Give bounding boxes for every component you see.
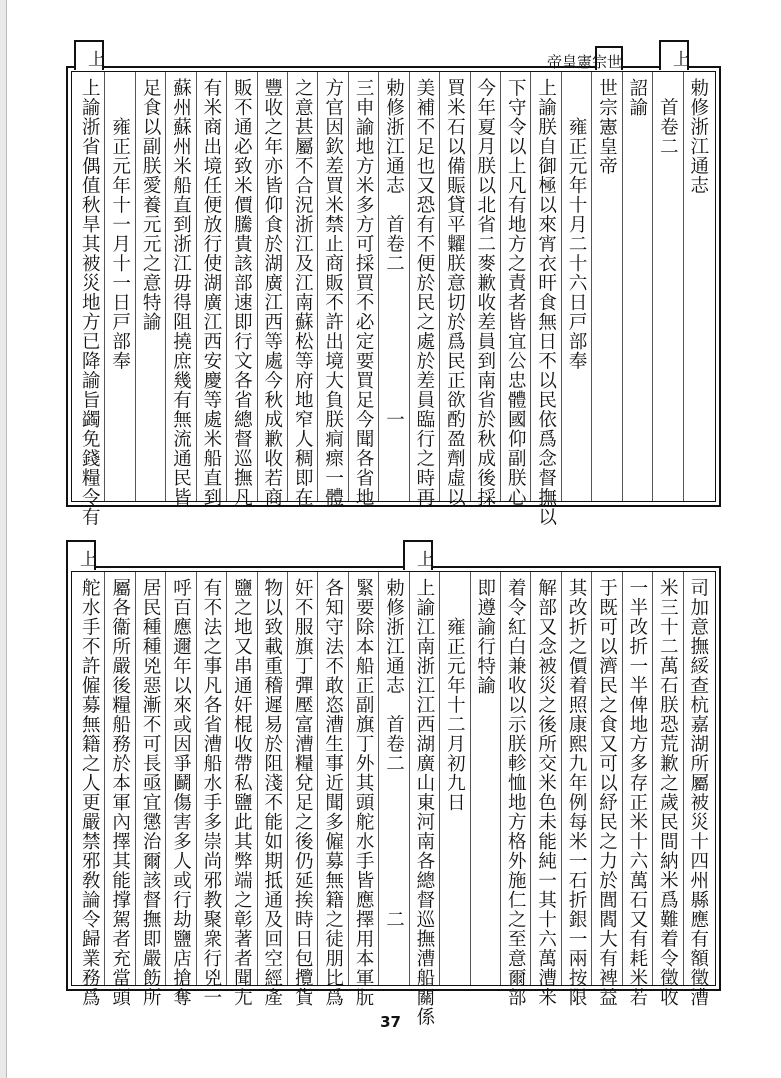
column-rule — [287, 572, 288, 985]
text-column: 蘇州蘇州米船直到浙江毋得阻撓庶幾有無流通民皆 — [170, 78, 192, 507]
tab-shang-2: 上 — [66, 540, 96, 570]
column-rule — [591, 72, 592, 501]
column-rule — [530, 72, 531, 501]
column-rule — [622, 572, 623, 985]
tab-shang-1: 上 — [659, 40, 689, 70]
column-rule — [652, 72, 653, 501]
column-rule — [591, 572, 592, 985]
text-column: 于既可以濟民之食又可以紓民之力於閭閻大有裨益 — [596, 578, 618, 1007]
column-rule — [196, 72, 197, 501]
column-rule — [287, 72, 288, 501]
text-column: 方官因欽差買米禁止商販不許出境大負朕痌瘝一體 — [322, 78, 344, 507]
text-column: 物以致載重稽遲易於阻淺不能如期抵通及回空經產 — [261, 578, 283, 1007]
text-column: 首卷二 — [657, 78, 679, 156]
column-rule — [470, 72, 471, 501]
text-column: 勅修浙江通志 首卷二 二 — [383, 578, 405, 929]
column-rule — [348, 572, 349, 985]
column-rule — [439, 72, 440, 501]
text-column: 奸不服旗丁彈壓富漕糧兌足之後仍延挨時日包攬貨 — [292, 578, 314, 1007]
text-column: 呼百應邇年以來或因爭鬬傷害多人或行劫鹽店搶奪 — [170, 578, 192, 1007]
text-column: 一半改折一半俾地方多存正米十六萬石又有耗米若 — [626, 578, 648, 1007]
column-rule — [317, 72, 318, 501]
text-column: 上諭江南浙江江西湖廣山東河南各總督巡撫漕船關係 — [413, 578, 435, 1027]
text-column: 買米石以備賑貸平糶朕意切於爲民正欲酌盈劑虛以 — [444, 78, 466, 507]
column-rule — [165, 72, 166, 501]
column-rule — [561, 572, 562, 985]
text-column: 屬各衞所嚴後糧船務於本軍內擇其能撑駕者充當頭 — [109, 578, 131, 1007]
text-column: 即遵諭行特諭 — [474, 578, 496, 695]
text-column: 勅修浙江通志 首卷二 一 — [383, 78, 405, 429]
column-rule — [622, 72, 623, 501]
column-rule — [378, 572, 379, 985]
text-column: 販不通必致米價騰貴該部速即行文各省總督巡撫凡 — [231, 78, 253, 507]
tab-shang-2: 上 — [74, 40, 104, 70]
column-rule — [135, 572, 136, 985]
text-column: 今年夏月朕以北省二麥歉收差員到南省於秋成後採 — [474, 78, 496, 507]
text-column: 勅修浙江通志 — [687, 78, 709, 195]
text-column: 三申諭地方米多方可採買不必定要買足今聞各省地 — [353, 78, 375, 507]
text-column: 美補不足也又恐有不便於民之處於差員臨行之時再 — [413, 78, 435, 507]
text-column: 足食以副朕愛養元元之意特諭 — [140, 78, 162, 332]
column-rule — [500, 72, 501, 501]
text-column: 詔諭 — [626, 78, 648, 117]
text-column: 其改折之價着照康熙九年例每米一石折銀一兩按限 — [566, 578, 588, 1007]
text-column: 舵水手不許僱募無籍之人更嚴禁邪敎論令歸業務爲 — [79, 578, 101, 1007]
text-column: 下守令以上凡有地方之責者皆宜公忠體國仰副朕心 — [505, 78, 527, 507]
column-rule — [652, 572, 653, 985]
column-rule — [500, 572, 501, 985]
column-rule — [439, 572, 440, 985]
column-rule — [530, 572, 531, 985]
text-column: 雍正元年十一月十一日戸部奉 — [109, 78, 131, 371]
column-rule — [135, 72, 136, 501]
text-column: 居民種種兇惡漸不可長亟宜懲治爾該督撫即嚴飭所 — [140, 578, 162, 1007]
text-column: 鹽之地又串通奸棍收帶私鹽此其弊端之彰著者聞尢 — [231, 578, 253, 1007]
column-rule — [683, 572, 684, 985]
text-column: 上諭朕自御極以來宵衣旰食無日不以民依爲念督撫以 — [535, 78, 557, 527]
text-column: 米三十二萬石朕恐荒歉之歲民間納米爲難着令徵收 — [657, 578, 679, 1007]
text-column: 雍正元年十月二十六日戸部奉 — [566, 78, 588, 371]
tab-shizong: 世宗憲皇帝 — [595, 46, 623, 70]
top-text-block — [66, 49, 721, 527]
column-rule — [104, 572, 105, 985]
text-column: 世宗憲皇帝 — [596, 78, 618, 176]
tab-shang-1: 上 — [403, 540, 433, 570]
column-rule — [561, 72, 562, 501]
column-rule — [348, 72, 349, 501]
text-column: 之意甚屬不合況浙江及江南蘇松等府地窄人稠即在 — [292, 78, 314, 507]
column-rule — [104, 72, 105, 501]
column-rule — [378, 72, 379, 501]
column-rule — [165, 572, 166, 985]
column-rule — [226, 572, 227, 985]
column-rule — [257, 572, 258, 985]
text-column: 上諭浙省偶值秋旱其被災地方已降諭旨蠲免錢糧令有 — [79, 78, 101, 527]
column-rule — [257, 72, 258, 501]
text-column: 各知守法不敢恣漕生事近聞多僱募無籍之徒朋比爲 — [322, 578, 344, 1007]
column-rule — [226, 72, 227, 501]
text-column: 緊要除本船正副旗丁外其頭舵水手皆應擇用本軍朊 — [353, 578, 375, 1007]
text-column: 解部又念被災之後所交米色未能純一其十六萬漕米 — [535, 578, 557, 1007]
text-column: 着令紅白兼收以示朕軫恤地方格外施仁之至意爾部 — [505, 578, 527, 1007]
column-rule — [409, 72, 410, 501]
text-column: 司加意撫綏查杭嘉湖所屬被災十四州縣應有額徵漕 — [687, 578, 709, 1007]
column-rule — [409, 572, 410, 985]
text-column: 豐收之年亦皆仰食於湖廣江西等處今秋成歉收若商 — [261, 78, 283, 507]
page-number: 37 — [380, 1013, 401, 1031]
column-rule — [470, 572, 471, 985]
text-column: 有米商出境任便放行使湖廣江西安慶等處米船直到 — [200, 78, 222, 507]
binding-gutter — [0, 0, 7, 1078]
column-rule — [683, 72, 684, 501]
text-column: 有不法之事凡各省漕船水手多崇尚邪教聚衆行兇一 — [200, 578, 222, 1007]
column-rule — [196, 572, 197, 985]
text-column: 雍正元年十二月初九日 — [444, 578, 466, 812]
column-rule — [317, 572, 318, 985]
